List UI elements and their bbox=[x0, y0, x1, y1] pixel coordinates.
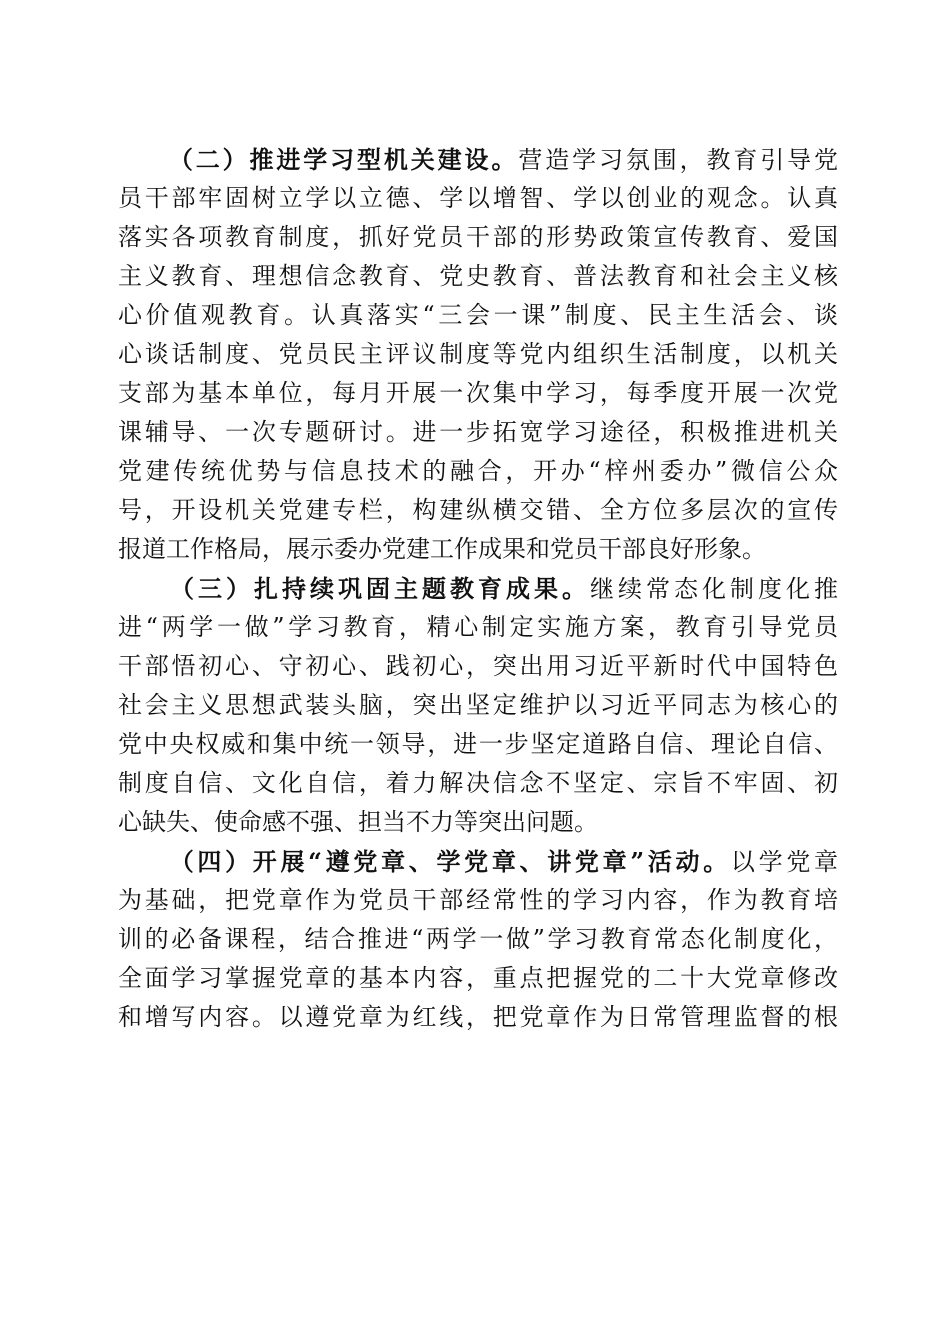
paragraph-text: 营造学习氛围，教育引导党 bbox=[518, 146, 839, 174]
paragraph-line: 制度自信、文化自信，着力解决信念不坚定、宗旨不牢固、初 bbox=[118, 769, 838, 797]
paragraph-line: 课辅导、一次专题研讨。进一步拓宽学习途径，积极推进机关 bbox=[118, 418, 838, 446]
paragraph-line: 落实各项教育制度，抓好党员干部的形势政策宣传教育、爱国 bbox=[118, 223, 838, 251]
paragraph-line: 支部为基本单位，每月开展一次集中学习，每季度开展一次党 bbox=[118, 379, 838, 407]
paragraph-line bbox=[118, 569, 838, 608]
paragraph-line: 全面学习掌握党章的基本内容，重点把握党的二十大党章修改 bbox=[118, 964, 838, 992]
section-heading: （四）开展“遵党章、学党章、讲党章”活动。 bbox=[166, 847, 731, 876]
section-heading: （二）推进学习型机关建设。 bbox=[166, 145, 519, 174]
paragraph-text: 继续常态化制度化推 bbox=[590, 575, 838, 603]
paragraph-line: 心价值观教育。认真落实“三会一课”制度、民主生活会、谈 bbox=[118, 301, 838, 329]
paragraph-line: 社会主义思想武装头脑，突出坚定维护以习近平同志为核心的 bbox=[118, 691, 838, 719]
document-body bbox=[118, 140, 838, 1037]
paragraph-line: 员干部牢固树立学以立德、学以增智、学以创业的观念。认真 bbox=[118, 184, 838, 212]
paragraph-line: 心缺失、使命感不强、担当不力等突出问题。 bbox=[118, 808, 598, 836]
paragraph-line: 心谈话制度、党员民主评议制度等党内组织生活制度，以机关 bbox=[118, 340, 838, 368]
paragraph-line: 和增写内容。以遵党章为红线，把党章作为日常管理监督的根 bbox=[118, 1003, 838, 1031]
paragraph-3 bbox=[118, 569, 838, 842]
paragraph-line bbox=[118, 842, 838, 881]
paragraph-text: 以学党章 bbox=[730, 848, 839, 876]
paragraph-line: 主义教育、理想信念教育、党史教育、普法教育和社会主义核 bbox=[118, 262, 838, 290]
paragraph-line: 为基础，把党章作为党员干部经常性的学习内容，作为教育培 bbox=[118, 886, 838, 914]
section-heading: （三）扎持续巩固主题教育成果。 bbox=[166, 574, 590, 603]
paragraph-2 bbox=[118, 140, 838, 569]
paragraph-line: 进“两学一做”学习教育，精心制定实施方案，教育引导党员 bbox=[118, 613, 838, 641]
paragraph-4 bbox=[118, 842, 838, 1037]
paragraph-line: 号，开设机关党建专栏，构建纵横交错、全方位多层次的宣传 bbox=[118, 496, 838, 524]
paragraph-line bbox=[118, 140, 838, 179]
paragraph-line: 党建传统优势与信息技术的融合，开办“梓州委办”微信公众 bbox=[118, 457, 838, 485]
paragraph-line: 党中央权威和集中统一领导，进一步坚定道路自信、理论自信、 bbox=[118, 730, 838, 758]
paragraph-line: 训的必备课程，结合推进“两学一做”学习教育常态化制度化， bbox=[118, 925, 838, 953]
paragraph-line: 干部悟初心、守初心、践初心，突出用习近平新时代中国特色 bbox=[118, 652, 838, 680]
paragraph-line: 报道工作格局，展示委办党建工作成果和党员干部良好形象。 bbox=[118, 535, 766, 563]
